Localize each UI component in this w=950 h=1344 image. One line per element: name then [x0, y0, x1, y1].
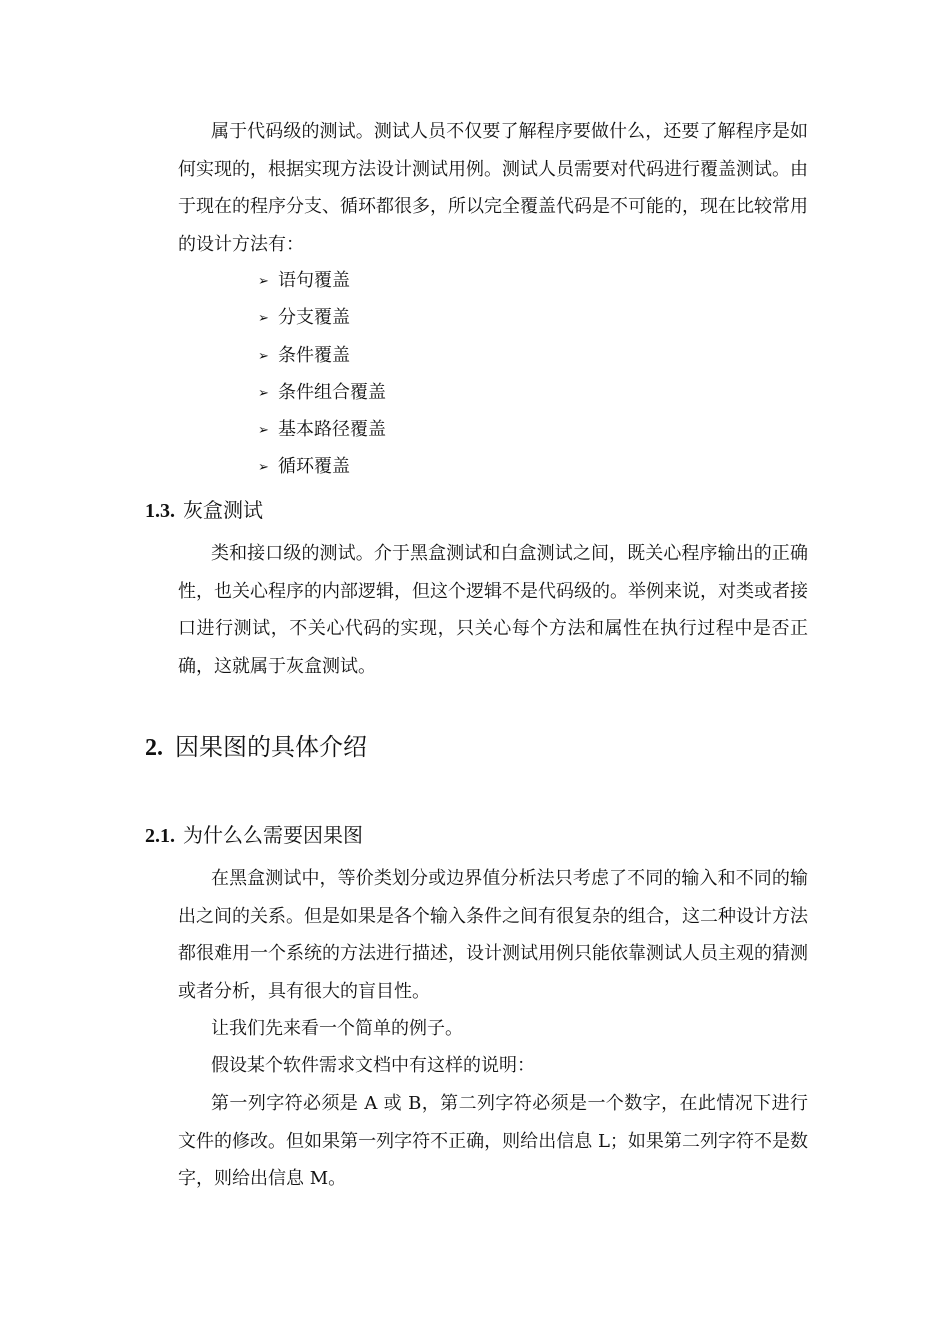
list-item: ➢ 循环覆盖 [258, 448, 386, 485]
arrow-bullet-icon: ➢ [258, 385, 269, 401]
paragraph-white-box-intro: 属于代码级的测试。测试人员不仅要了解程序要做什么，还要了解程序是如何实现的，根据实现方法设计测试用例。测试人员需要对代码进行覆盖测试。由于现在的程序分支、循环都很多，所以完全覆盖代码是不可能的，现在比较常用的设计方法有： [178, 121, 808, 255]
section-heading-1-3 [145, 494, 263, 523]
list-item: ➢ 语句覆盖 [258, 262, 386, 299]
paragraph-example-intro: 让我们先来看一个简单的例子。 [211, 1018, 463, 1039]
paragraph-gray-box: 类和接口级的测试。介于黑盒测试和白盒测试之间，既关心程序输出的正确性，也关心程序的内部逻辑，但这个逻辑不是代码级的。举例来说，对类或者接口进行测试，不关心代码的实现，只关心每个方法和属性在执行过程中是否正确，这就属于灰盒测试。 [178, 543, 808, 677]
chapter-number: 2. [145, 735, 163, 761]
section-title: 灰盒测试 [183, 498, 263, 522]
section-title: 为什么么需要因果图 [183, 823, 363, 847]
list-item: ➢ 分支覆盖 [258, 299, 386, 336]
chapter-heading-2 [145, 727, 367, 762]
paragraph-requirement-intro: 假设某个软件需求文档中有这样的说明： [211, 1055, 535, 1076]
arrow-bullet-icon: ➢ [258, 274, 269, 289]
section-number: 1.3. [145, 500, 175, 522]
section-heading-2-1 [145, 819, 363, 848]
paragraph-requirement-text: 第一列字符必须是 A 或 B，第二列字符必须是一个数字，在此情况下进行文件的修改。但如果第一列字符不正确，则给出信息 L；如果第二列字符不是数字，则给出信息 M。 [178, 1093, 808, 1189]
paragraph-why-cause-effect: 在黑盒测试中，等价类划分或边界值分析法只考虑了不同的输入和不同的输出之间的关系。但是如果是各个输入条件之间有很复杂的组合，这二种设计方法都很难用一个系统的方法进行描述，设计测试用例只能依靠测试人员主观的猜测或者分析，具有很大的盲目性。 [178, 868, 808, 1002]
list-item: ➢ 条件覆盖 [258, 337, 386, 374]
list-item: ➢ 基本路径覆盖 [258, 411, 386, 448]
list-item: ➢ 条件组合覆盖 [258, 374, 386, 411]
arrow-bullet-icon: ➢ [258, 348, 269, 364]
arrow-bullet-icon: ➢ [258, 423, 269, 439]
arrow-bullet-icon: ➢ [258, 460, 269, 476]
chapter-title: 因果图的具体介绍 [175, 733, 367, 761]
section-number: 2.1. [145, 825, 175, 847]
arrow-bullet-icon: ➢ [258, 311, 269, 327]
coverage-method-list [258, 262, 386, 486]
